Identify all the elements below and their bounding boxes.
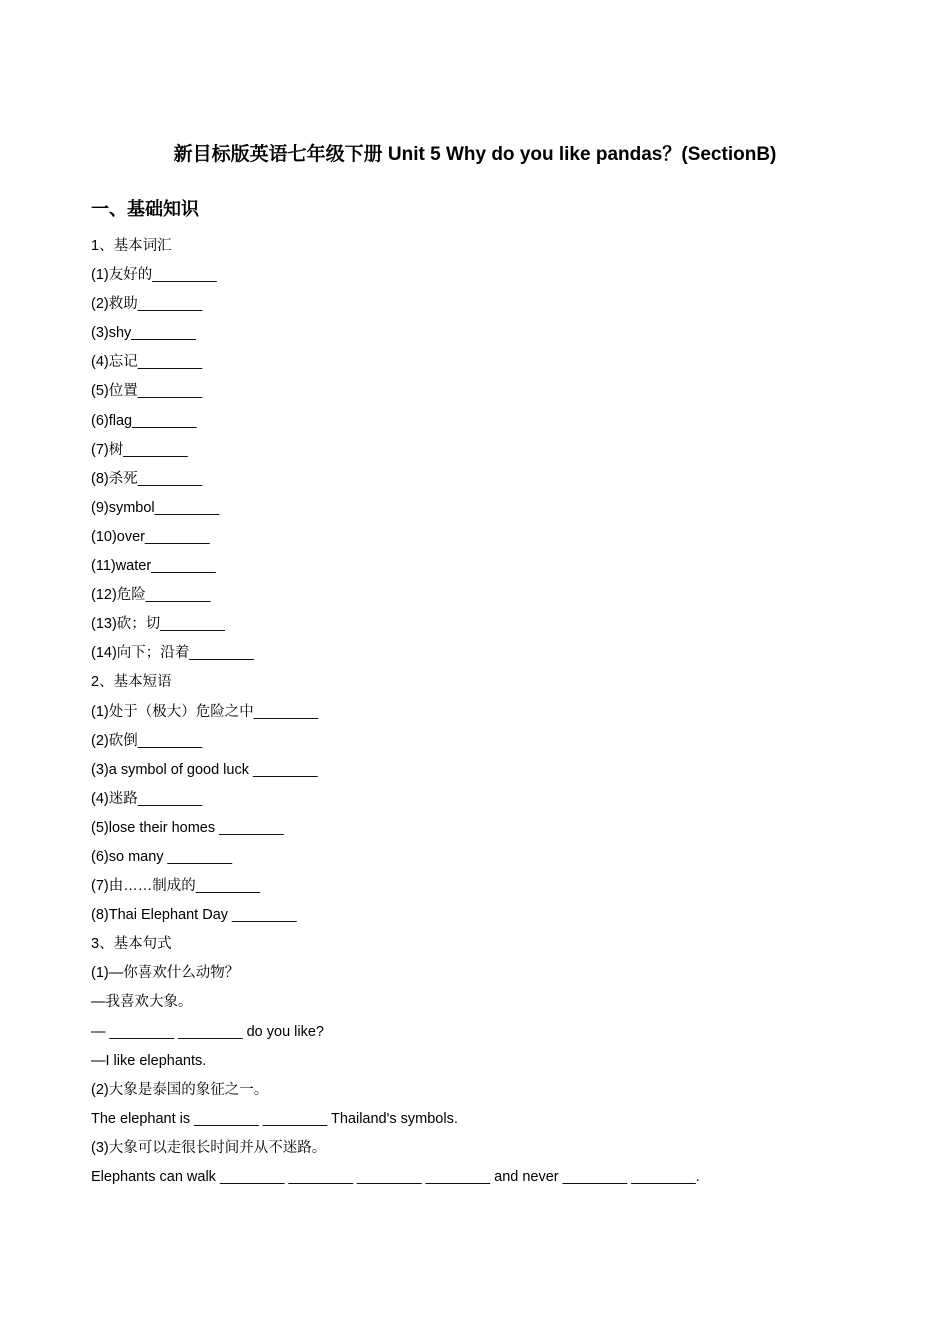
vocabulary-item: (4)忘记________ [91, 354, 203, 371]
phrase-item: (6)so many ________ [91, 848, 233, 865]
sentence-item: —我喜欢大象。 [91, 994, 193, 1011]
vocabulary-item: (1)友好的________ [91, 267, 217, 284]
phrase-item: (5)lose their homes ________ [91, 819, 284, 836]
vocabulary-item: (11)water________ [91, 558, 216, 575]
vocabulary-item: (2)救助________ [91, 296, 203, 313]
vocabulary-item: (9)symbol________ [91, 499, 220, 516]
phrase-item: (2)砍倒________ [91, 732, 203, 749]
phrase-item: (3)a symbol of good luck ________ [91, 761, 318, 778]
vocabulary-item: (8)杀死________ [91, 470, 203, 487]
vocabulary-item: (6)flag________ [91, 412, 197, 429]
sentence-item: (1)—你喜欢什么动物？ [91, 965, 240, 982]
sentence-item: (2)大象是泰国的象征之一。 [91, 1081, 269, 1098]
section-heading: 一、基础知识 [91, 199, 199, 219]
sentence-item: (3)大象可以走很长时间并从不迷路。 [91, 1139, 327, 1156]
page-title: 新目标版英语七年级下册 Unit 5 Why do you like pandas？(SectionB) [173, 144, 777, 165]
vocabulary-item: (14)向下；沿着________ [91, 645, 254, 662]
subsection-heading-vocabulary: 1、基本词汇 [91, 238, 172, 254]
vocabulary-item: (13)砍；切________ [91, 616, 225, 633]
subsection-heading-sentences: 3、基本句式 [91, 936, 172, 953]
sentence-item: Elephants can walk ________ ________ ________ ________ and never ________ ________. [91, 1169, 700, 1185]
vocabulary-item: (3)shy________ [91, 325, 196, 342]
sentence-item: The elephant is ________ ________ Thailand's symbols. [91, 1110, 458, 1127]
phrase-item: (4)迷路________ [91, 790, 203, 807]
vocabulary-item: (7)树________ [91, 441, 188, 458]
subsection-heading-phrases: 2、基本短语 [91, 674, 172, 691]
sentence-item: — ________ ________ do you like? [91, 1023, 324, 1040]
exercise-list [91, 232, 891, 1192]
vocabulary-item: (10)over________ [91, 528, 210, 545]
phrase-item: (7)由……制成的________ [91, 878, 261, 895]
phrase-item: (1)处于（极大）危险之中________ [91, 703, 319, 720]
phrase-item: (8)Thai Elephant Day ________ [91, 907, 297, 924]
sentence-item: —I like elephants. [91, 1052, 207, 1069]
vocabulary-item: (12)危险________ [91, 587, 211, 604]
vocabulary-item: (5)位置________ [91, 383, 203, 400]
